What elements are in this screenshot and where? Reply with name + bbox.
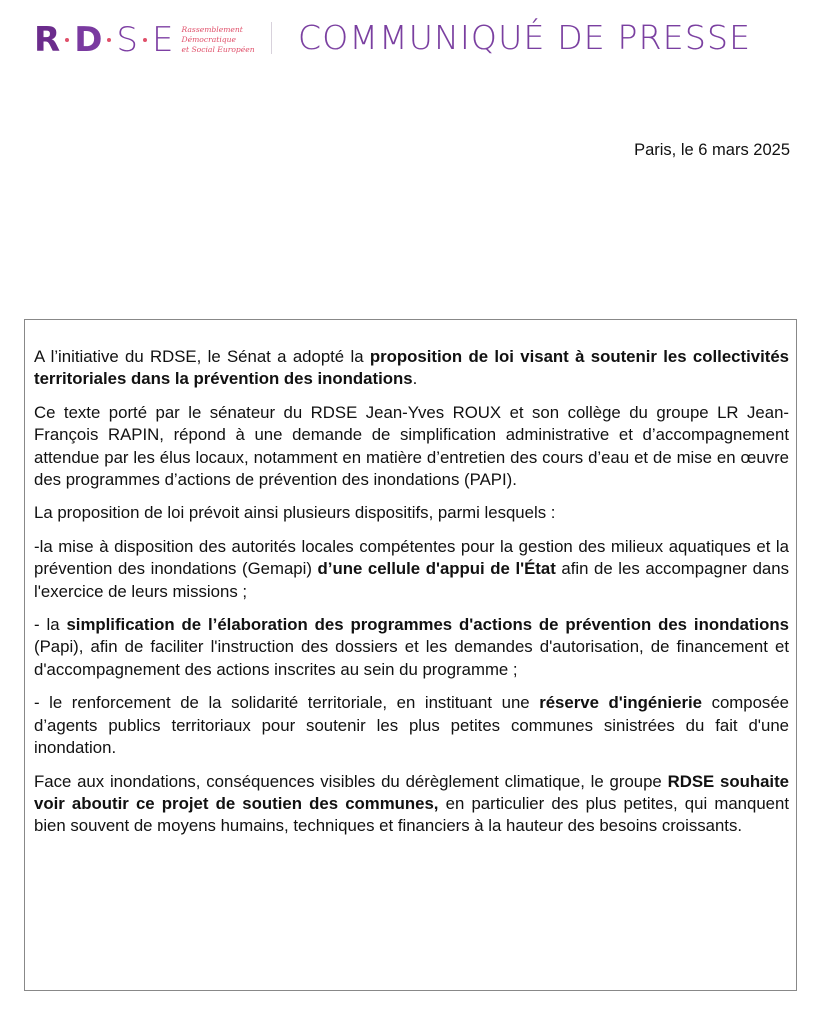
logo-letter-d: D	[74, 20, 103, 60]
bold-text: d’une cellule d'appui de l'État	[317, 559, 556, 579]
paragraph-measure-papi	[34, 614, 789, 681]
paragraph-intro	[34, 346, 789, 391]
logo-dot-icon	[107, 38, 111, 42]
logo-letter-e: E	[152, 20, 174, 60]
text: .	[412, 369, 418, 389]
text: (Papi), afin de faciliter l'instruction des dossiers et les demandes d'autorisation, de financement et d'accompagnement des actions inscrites au sein du programme ;	[34, 637, 789, 679]
logo-dot-icon	[65, 38, 69, 42]
logo-dot-icon	[143, 38, 147, 42]
tagline-line-1: Rassemblement	[181, 25, 243, 34]
bold-text: réserve d'ingénierie	[539, 693, 702, 713]
text: composée d’agents publics territoriaux pour soutenir les plus petites communes sinistrées du fait d'une inondation.	[34, 693, 789, 758]
text: en particulier des plus petites, qui manquent bien souvent de moyens humains, techniques et financiers à la hauteur des besoins croissants.	[34, 793, 789, 836]
tagline-line-3: et Social Européen	[181, 45, 255, 54]
text: Face aux inondations, conséquences visibles du dérèglement climatique, le groupe	[34, 771, 668, 791]
text: - la	[34, 615, 67, 635]
tagline-line-2: Démocratique	[181, 35, 236, 44]
header-divider	[271, 22, 272, 54]
press-release-body	[34, 346, 789, 849]
text: -la mise à disposition des autorités locales compétentes pour la gestion des milieux aquatiques et la prévention des inondations (Gemapi)	[34, 536, 789, 579]
paragraph-context	[34, 402, 789, 492]
paragraph-conclusion	[34, 771, 789, 838]
text: afin de les accompagner dans l'exercice de leurs missions ;	[34, 559, 789, 601]
logo-letter-s: S	[116, 20, 139, 60]
logo-wordmark	[34, 20, 174, 60]
text: La proposition de loi prévoit ainsi plusieurs dispositifs, parmi lesquels :	[34, 503, 556, 523]
bold-text: proposition de loi visant à soutenir les collectivités territoriales dans la prévention des inondations	[34, 347, 789, 389]
page-header	[0, 0, 827, 80]
paragraph-measure-cellule	[34, 536, 789, 603]
paragraph-measure-reserve	[34, 692, 789, 759]
text: - le renforcement de la solidarité territoriale, en instituant une	[34, 693, 540, 713]
bold-text: simplification de l’élaboration des programmes d'actions de prévention des inondations	[66, 615, 789, 635]
press-release-body-box	[24, 319, 797, 991]
text: A l’initiative du RDSE, le Sénat a adopté la	[34, 347, 370, 366]
paragraph-measures-intro	[34, 502, 789, 524]
document-title: COMMUNIQUÉ DE PRESSE	[298, 18, 752, 57]
logo-letter-r: R	[34, 20, 61, 60]
logo-tagline	[182, 25, 255, 55]
text: Ce texte porté par le sénateur du RDSE Jean-Yves ROUX et son collège du groupe LR Jean-François RAPIN, répond à une demande de simplification administrative et d’accompagnement attendue par les élus locaux, notamment en matière d’entretien des cours d’eau et de mise en œuvre des programmes d’actions de prévention des inondations (PAPI).	[34, 402, 789, 490]
dateline: Paris, le 6 mars 2025	[634, 141, 790, 159]
rdse-logo	[34, 20, 255, 60]
bold-text: RDSE souhaite voir aboutir ce projet de soutien des communes,	[34, 771, 790, 813]
